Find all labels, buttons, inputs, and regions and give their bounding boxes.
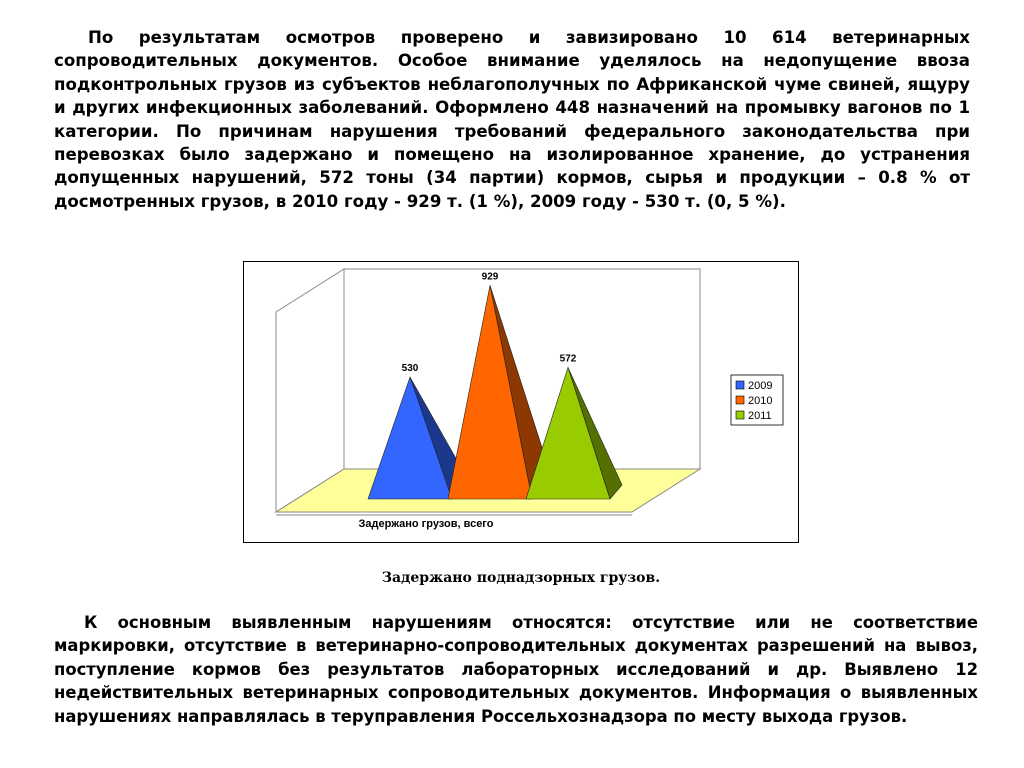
data-label-2010: 929 [481,271,499,283]
chart-caption: Задержано поднадзорных грузов. [381,570,661,586]
legend-label-2009: 2009 [748,380,773,392]
legend-label-2011: 2011 [748,410,772,422]
paragraph-top [54,26,970,213]
chart-frame [243,261,799,543]
data-label-2009: 530 [401,363,419,375]
legend-swatch-2010 [736,396,744,404]
data-label-2011: 572 [559,353,577,365]
paragraph-bottom-text: К основным выявленным нарушениям относятся: отсутствие или не соответствие маркировки, отсутствие в ветеринарно-сопроводительных документах разрешений на вывоз, поступление кормов без результатов лабораторных исследований и др. Выявлено 12 недействительных ветеринарных сопроводительных документов. Информация о выявленных нарушениях направлялась в теруправления Россельхознадзора по месту выхода грузов. [54,613,978,726]
legend-label-2010: 2010 [748,395,773,407]
paragraph-bottom [54,611,978,728]
chart-svg [244,262,798,542]
paragraph-top-text: По результатам осмотров проверено и завизировано 10 614 ветеринарных сопроводительных документов. Особое внимание уделялось на недопущение ввоза подконтрольных грузов из субъектов неблагополучных по Африканской чуме свиней, ящуру и других инфекционных заболеваний. Оформлено 448 назначений на промывку вагонов по 1 категории. По причинам нарушения требований федерального законодательства при перевозках было задержано и помещено на изолированное хранение, до устранения допущенных нарушений, 572 тоны (34 партии) кормов, сырья и продукции – 0.8 % от досмотренных грузов, в 2010 году - 929 т. (1 %), 2009 году - 530 т. (0, 5 %). [54,28,970,211]
x-axis-title: Задержано грузов, всего [358,518,494,530]
legend-swatch-2009 [736,381,744,389]
chart-legend [731,375,783,425]
legend-swatch-2011 [736,411,744,419]
